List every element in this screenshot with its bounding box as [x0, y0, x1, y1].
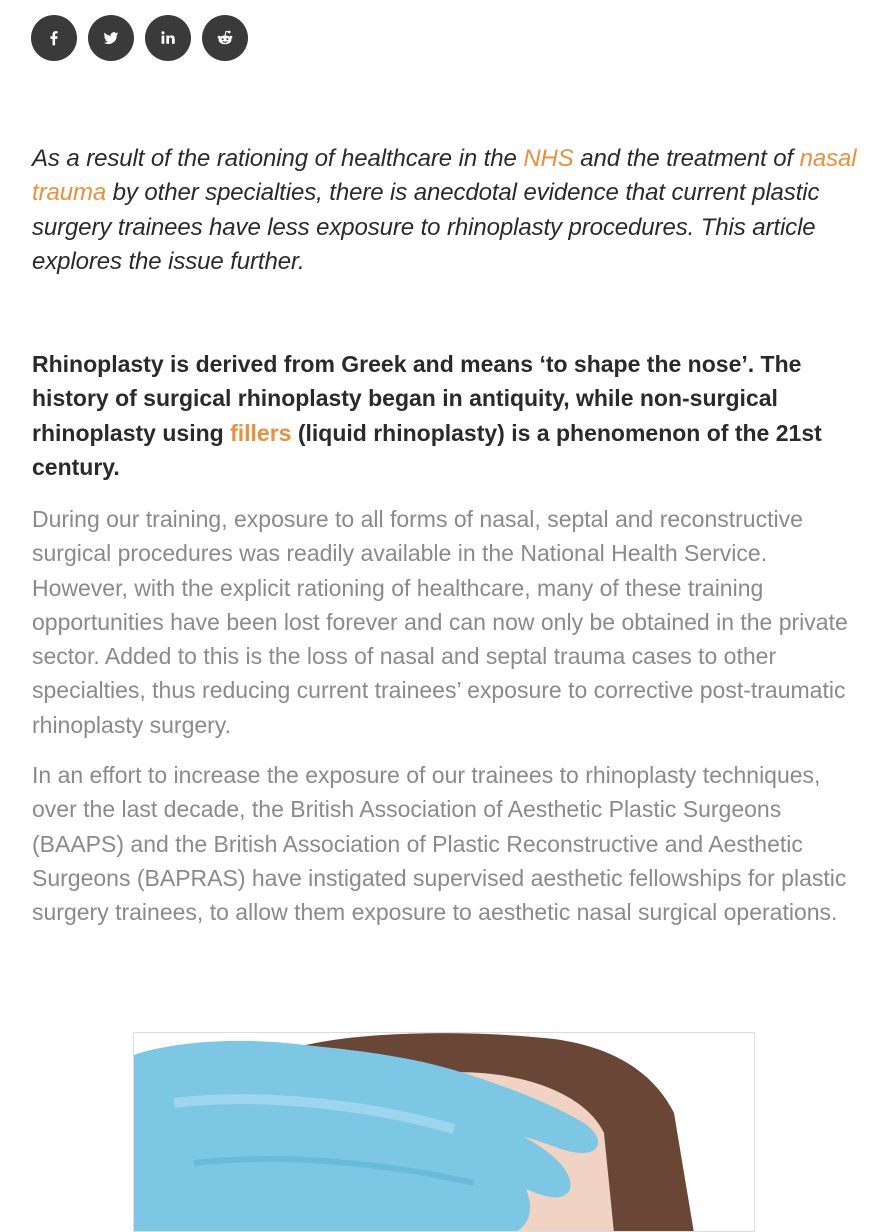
fillers-link[interactable]: fillers: [230, 419, 292, 446]
intro-text: Rhinoplasty is derived from Greek and means ‘to shape the nose’. The history of surgical rhinoplasty began in antiquity, while non-surgical rhinoplasty using: [32, 351, 802, 446]
linkedin-icon: [157, 27, 179, 49]
article-intro: [32, 347, 862, 484]
article-standfirst: [32, 142, 862, 279]
standfirst-text: by other specialties, there is anecdotal evidence that current plastic surgery trainees have less exposure to rhinoplasty procedures. This article explores the issue further.: [32, 179, 820, 275]
reddit-icon: [214, 27, 236, 49]
article-hero-image: [133, 1032, 755, 1232]
nhs-link[interactable]: NHS: [523, 145, 574, 172]
reddit-share-button[interactable]: [202, 15, 248, 61]
standfirst-text: and the treatment of: [573, 145, 800, 172]
gloved-hand-face-illustration: [134, 1033, 754, 1232]
nasal-trauma-link[interactable]: nasal trauma: [32, 145, 857, 207]
facebook-icon: [43, 27, 65, 49]
twitter-icon: [100, 27, 122, 49]
social-share-bar: [31, 15, 248, 61]
intro-text: (liquid rhinoplasty) is a phenomenon of the 21st century.: [32, 419, 822, 480]
facebook-share-button[interactable]: [31, 15, 77, 61]
body-paragraph-fellowships: In an effort to increase the exposure of our trainees to rhinoplasty techniques, over the last decade, the British Association of Aesthetic Plastic Surgeons (BAAPS) and the British Association of Plastic Reconstructive and Aesthetic Surgeons (BAPRAS) have instigated supervised aesthetic fellowships for plastic surgery trainees, to allow them exposure to aesthetic nasal surgical operations.: [32, 762, 847, 926]
body-paragraph-training: During our training, exposure to all forms of nasal, septal and reconstructive surgical procedures was readily available in the National Health Service. However, with the explicit rationing of healthcare, many of these training opportunities have been lost forever and can now only be obtained in the private sector. Added to this is the loss of nasal and septal trauma cases to other specialties, thus reducing current trainees’ exposure to corrective post-traumatic rhinoplasty surgery.: [32, 506, 848, 738]
standfirst-text: As a result of the rationing of healthcare in the: [32, 145, 524, 172]
linkedin-share-button[interactable]: [145, 15, 191, 61]
twitter-share-button[interactable]: [88, 15, 134, 61]
